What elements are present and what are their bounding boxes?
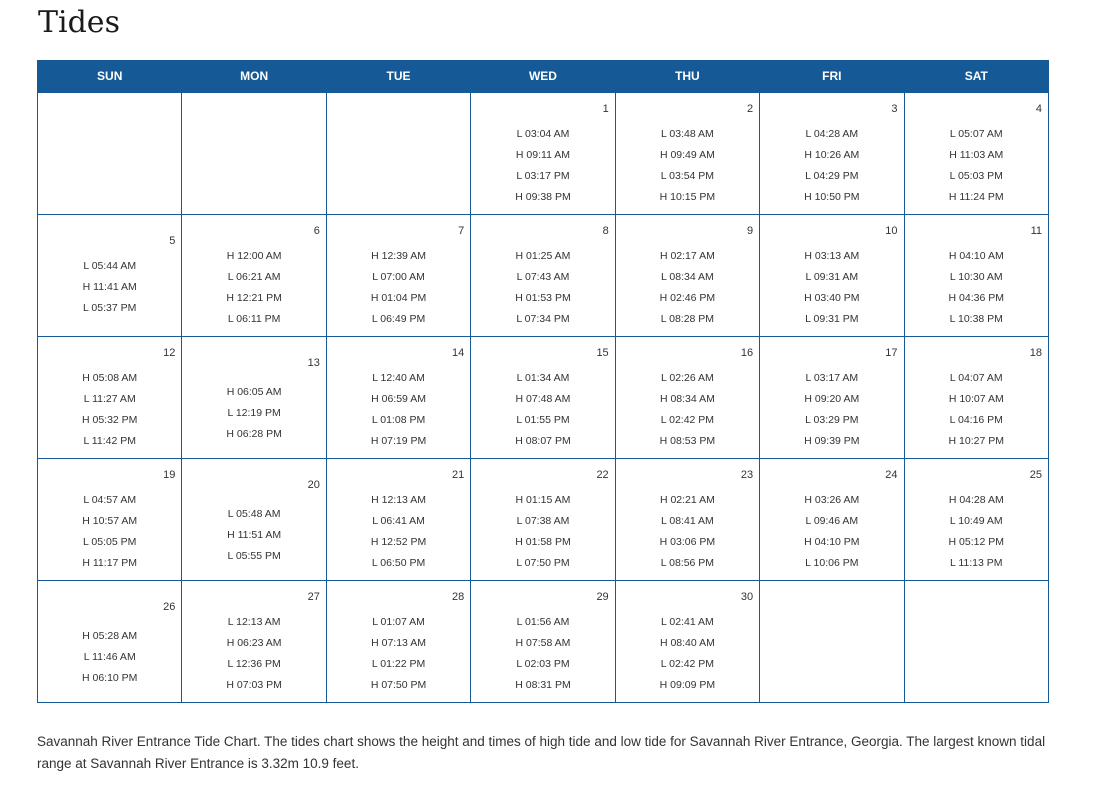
tide-time-entry: H 10:27 PM <box>948 435 1004 447</box>
weekday-header-tue: TUE <box>326 60 470 93</box>
tide-times-list <box>327 246 470 330</box>
tide-time-entry: L 05:55 PM <box>227 550 281 562</box>
tide-times-list <box>38 256 181 319</box>
day-number: 25 <box>1029 469 1042 481</box>
calendar-day-cell <box>904 215 1048 337</box>
calendar-day-cell <box>904 459 1048 581</box>
tide-time-entry: L 06:41 AM <box>372 515 425 527</box>
tide-time-entry: L 03:17 AM <box>805 372 859 384</box>
day-number: 1 <box>602 103 609 115</box>
tide-time-entry: L 07:38 AM <box>516 515 570 527</box>
tide-time-entry: H 10:50 PM <box>804 191 860 203</box>
weekday-header-thu: THU <box>615 60 759 93</box>
tide-time-entry: L 03:48 AM <box>661 128 714 140</box>
day-cell-content <box>471 93 614 214</box>
tide-time-entry: H 11:03 AM <box>949 149 1004 161</box>
tide-time-entry: L 10:30 AM <box>949 271 1003 283</box>
day-cell-content <box>182 93 325 214</box>
tide-time-entry: L 03:29 PM <box>805 414 859 426</box>
day-number: 12 <box>163 347 176 359</box>
day-number: 3 <box>891 103 898 115</box>
tide-times-list <box>905 490 1048 574</box>
day-number: 13 <box>307 357 320 369</box>
tide-time-entry: H 01:15 AM <box>515 494 571 506</box>
tide-time-entry: H 06:10 PM <box>81 672 138 684</box>
tide-time-entry: L 11:46 AM <box>83 651 136 663</box>
tide-time-entry: L 02:42 PM <box>660 658 715 670</box>
day-cell-content <box>616 215 759 336</box>
tide-time-entry: H 07:50 PM <box>370 679 427 691</box>
tide-times-list <box>471 246 614 330</box>
calendar-day-cell <box>471 215 615 337</box>
weekday-header-fri: FRI <box>760 60 904 93</box>
tide-times-list <box>760 124 903 208</box>
tide-times-list <box>471 612 614 696</box>
tide-times-list <box>471 368 614 452</box>
day-number: 24 <box>885 469 898 481</box>
calendar-day-cell <box>326 581 470 703</box>
tide-times-list <box>38 368 181 452</box>
tide-time-entry: L 11:42 PM <box>83 435 136 447</box>
day-number: 19 <box>163 469 176 481</box>
day-cell-content <box>327 215 470 336</box>
day-cell-content <box>182 459 325 580</box>
calendar-day-cell <box>38 215 182 337</box>
weekday-header-mon: MON <box>182 60 326 93</box>
calendar-week-row <box>38 93 1049 215</box>
tide-time-entry: H 10:15 PM <box>659 191 716 203</box>
day-number: 22 <box>596 469 609 481</box>
calendar-day-cell <box>182 459 326 581</box>
tide-time-entry: L 05:37 PM <box>83 302 137 314</box>
tide-time-entry: H 09:20 AM <box>804 393 860 405</box>
tide-times-list <box>905 124 1048 208</box>
calendar-day-cell <box>471 337 615 459</box>
tide-time-entry: H 12:52 PM <box>370 536 427 548</box>
tide-times-list <box>182 504 325 567</box>
tide-time-entry: H 07:19 PM <box>370 435 427 447</box>
day-number: 18 <box>1029 347 1042 359</box>
calendar-day-cell <box>38 459 182 581</box>
day-number: 2 <box>746 103 754 115</box>
tide-times-list <box>905 246 1048 330</box>
calendar-empty-cell <box>38 93 182 215</box>
tide-time-entry: H 10:07 AM <box>948 393 1004 405</box>
tide-time-entry: L 09:31 AM <box>805 271 859 283</box>
tide-time-entry: L 06:50 PM <box>371 557 426 569</box>
calendar-day-cell <box>615 459 759 581</box>
tide-time-entry: L 01:08 PM <box>371 414 426 426</box>
day-number: 7 <box>458 225 465 237</box>
tide-time-entry: H 01:04 PM <box>370 292 427 304</box>
tide-time-entry: H 03:06 PM <box>659 536 716 548</box>
day-cell-content <box>471 337 614 458</box>
day-cell-content <box>182 581 325 702</box>
calendar-day-cell <box>471 459 615 581</box>
calendar-day-cell <box>904 337 1048 459</box>
tide-time-entry: L 07:34 PM <box>516 313 570 325</box>
tide-time-entry: H 07:13 AM <box>371 637 426 649</box>
day-number: 30 <box>740 591 754 603</box>
tide-times-list <box>327 490 470 574</box>
day-cell-content <box>38 581 181 702</box>
day-cell-content <box>182 337 325 458</box>
tide-time-entry: L 11:27 AM <box>83 393 136 405</box>
day-cell-content <box>760 337 903 458</box>
tide-time-entry: H 03:40 PM <box>804 292 860 304</box>
day-cell-content <box>905 93 1048 214</box>
calendar-day-cell <box>326 459 470 581</box>
tide-times-list <box>760 246 903 330</box>
weekday-header-sun: SUN <box>38 60 182 93</box>
day-cell-content <box>327 459 470 580</box>
day-cell-content <box>471 581 614 702</box>
tide-time-entry: H 10:26 AM <box>804 149 860 161</box>
weekday-header-row <box>38 60 1049 93</box>
tide-time-entry: H 01:53 PM <box>515 292 571 304</box>
tide-time-entry: H 02:17 AM <box>659 250 715 262</box>
tide-time-entry: L 01:55 PM <box>516 414 570 426</box>
tide-times-list <box>182 382 325 445</box>
day-cell-content <box>616 581 759 702</box>
calendar-body <box>38 93 1049 703</box>
tide-time-entry: L 03:54 PM <box>660 170 715 182</box>
day-cell-content <box>327 581 470 702</box>
tide-time-entry: H 08:07 PM <box>515 435 571 447</box>
tide-time-entry: L 01:34 AM <box>516 372 570 384</box>
tide-time-entry: H 07:03 PM <box>226 679 282 691</box>
day-cell-content <box>616 459 759 580</box>
tide-time-entry: H 04:10 AM <box>948 250 1004 262</box>
weekday-header-wed: WED <box>471 60 615 93</box>
day-cell-content <box>905 581 1048 702</box>
tide-times-list <box>327 368 470 452</box>
tide-time-entry: L 12:19 PM <box>227 407 281 419</box>
tide-time-entry: L 02:42 PM <box>660 414 715 426</box>
tide-times-list <box>38 490 181 574</box>
tide-time-entry: H 02:21 AM <box>659 494 715 506</box>
tide-time-entry: H 11:17 PM <box>82 557 138 569</box>
calendar-week-row <box>38 581 1049 703</box>
tide-calendar <box>37 60 1049 703</box>
day-cell-content <box>471 459 614 580</box>
tide-time-entry: H 08:40 AM <box>659 637 715 649</box>
day-cell-content <box>38 215 181 336</box>
tide-time-entry: H 12:00 AM <box>226 250 282 262</box>
day-cell-content <box>616 93 759 214</box>
day-cell-content <box>327 93 470 214</box>
day-number: 14 <box>452 347 465 359</box>
tide-time-entry: L 05:03 PM <box>949 170 1003 182</box>
tide-times-list <box>616 368 759 452</box>
day-number: 17 <box>885 347 898 359</box>
tide-time-entry: L 12:36 PM <box>227 658 281 670</box>
tide-time-entry: H 11:41 AM <box>82 281 137 293</box>
tide-time-entry: L 01:56 AM <box>516 616 570 628</box>
day-cell-content <box>760 581 903 702</box>
calendar-day-cell <box>760 459 904 581</box>
day-cell-content <box>905 459 1048 580</box>
day-number: 6 <box>313 225 320 237</box>
calendar-day-cell <box>904 93 1048 215</box>
tide-time-entry: H 07:48 AM <box>515 393 571 405</box>
day-number: 16 <box>740 347 754 359</box>
tide-time-entry: H 08:31 PM <box>515 679 571 691</box>
calendar-day-cell <box>615 337 759 459</box>
tide-time-entry: H 09:09 PM <box>659 679 716 691</box>
tide-time-entry: L 01:22 PM <box>371 658 426 670</box>
calendar-day-cell <box>471 581 615 703</box>
tide-time-entry: H 09:49 AM <box>659 149 715 161</box>
tide-time-entry: H 04:10 PM <box>804 536 860 548</box>
tide-time-entry: H 04:28 AM <box>948 494 1004 506</box>
tide-times-list <box>616 124 759 208</box>
tide-time-entry: L 03:17 PM <box>516 170 570 182</box>
calendar-day-cell <box>760 93 904 215</box>
tide-time-entry: L 11:13 PM <box>950 557 1003 569</box>
calendar-day-cell <box>182 215 326 337</box>
day-cell-content <box>760 215 903 336</box>
tide-time-entry: H 01:58 PM <box>515 536 571 548</box>
tide-time-entry: H 08:53 PM <box>659 435 716 447</box>
day-cell-content <box>38 459 181 580</box>
calendar-day-cell <box>182 337 326 459</box>
tide-time-entry: L 05:44 AM <box>83 260 137 272</box>
day-cell-content <box>471 215 614 336</box>
tide-time-entry: H 09:38 PM <box>515 191 571 203</box>
tide-times-list <box>182 612 325 696</box>
page-title: Tides <box>38 5 120 40</box>
tide-time-entry: H 10:57 AM <box>82 515 138 527</box>
tide-time-entry: L 04:07 AM <box>949 372 1003 384</box>
tide-time-entry: L 04:16 PM <box>949 414 1003 426</box>
day-number: 11 <box>1030 225 1042 237</box>
calendar-day-cell <box>326 215 470 337</box>
day-number: 28 <box>452 591 465 603</box>
calendar-week-row <box>38 337 1049 459</box>
day-number: 9 <box>746 225 754 237</box>
tide-time-entry: L 12:40 AM <box>372 372 425 384</box>
tide-time-entry: H 05:32 PM <box>81 414 138 426</box>
calendar-day-cell <box>38 581 182 703</box>
tide-time-entry: H 07:58 AM <box>515 637 571 649</box>
calendar-day-cell <box>760 337 904 459</box>
tide-times-list <box>616 246 759 330</box>
day-number: 8 <box>602 225 609 237</box>
tide-time-entry: L 08:41 AM <box>661 515 714 527</box>
day-cell-content <box>327 337 470 458</box>
calendar-day-cell <box>615 93 759 215</box>
tide-time-entry: L 05:48 AM <box>227 508 281 520</box>
calendar-week-row <box>38 215 1049 337</box>
tide-time-entry: L 08:28 PM <box>660 313 715 325</box>
tide-time-entry: H 01:25 AM <box>515 250 571 262</box>
calendar-day-cell <box>760 215 904 337</box>
weekday-header-sat: SAT <box>904 60 1048 93</box>
tide-time-entry: H 02:46 PM <box>659 292 716 304</box>
day-number: 4 <box>1035 103 1042 115</box>
day-cell-content <box>182 215 325 336</box>
tide-time-entry: H 12:21 PM <box>226 292 282 304</box>
tide-time-entry: L 04:28 AM <box>805 128 859 140</box>
tide-time-entry: H 03:26 AM <box>804 494 860 506</box>
day-cell-content <box>38 93 181 214</box>
tide-time-entry: H 11:51 AM <box>227 529 282 541</box>
tide-time-entry: L 10:06 PM <box>805 557 859 569</box>
tide-time-entry: L 10:38 PM <box>949 313 1003 325</box>
calendar-day-cell <box>471 93 615 215</box>
day-cell-content <box>905 337 1048 458</box>
day-number: 20 <box>307 479 320 491</box>
tide-time-entry: H 04:36 PM <box>948 292 1004 304</box>
tide-time-entry: H 09:11 AM <box>515 149 571 161</box>
tide-time-entry: H 06:28 PM <box>226 428 282 440</box>
day-number: 15 <box>596 347 609 359</box>
tide-time-entry: L 01:07 AM <box>372 616 425 628</box>
day-number: 27 <box>307 591 320 603</box>
tide-times-list <box>471 490 614 574</box>
tide-time-entry: H 08:34 AM <box>659 393 715 405</box>
day-number: 23 <box>740 469 754 481</box>
tide-time-entry: H 06:23 AM <box>226 637 282 649</box>
tide-times-list <box>616 490 759 574</box>
day-number: 10 <box>885 225 898 237</box>
tide-times-list <box>905 368 1048 452</box>
tide-time-entry: L 09:31 PM <box>805 313 859 325</box>
calendar-empty-cell <box>760 581 904 703</box>
day-cell-content <box>760 93 903 214</box>
calendar-empty-cell <box>904 581 1048 703</box>
tide-time-entry: L 06:11 PM <box>227 313 281 325</box>
tide-time-entry: L 07:43 AM <box>516 271 570 283</box>
tide-time-entry: H 09:39 PM <box>804 435 860 447</box>
tide-time-entry: L 06:21 AM <box>227 271 281 283</box>
tide-times-list <box>760 490 903 574</box>
tide-time-entry: L 02:26 AM <box>661 372 714 384</box>
calendar-day-cell <box>615 581 759 703</box>
tide-time-entry: H 12:39 AM <box>371 250 426 262</box>
tide-time-entry: H 05:12 PM <box>948 536 1004 548</box>
tide-time-entry: H 05:28 AM <box>82 630 138 642</box>
tide-times-list <box>760 368 903 452</box>
tide-times-list <box>327 612 470 696</box>
calendar-empty-cell <box>326 93 470 215</box>
tide-time-entry: H 06:59 AM <box>371 393 426 405</box>
calendar-day-cell <box>326 337 470 459</box>
calendar-week-row <box>38 459 1049 581</box>
calendar-day-cell <box>615 215 759 337</box>
tide-time-entry: H 12:13 AM <box>371 494 426 506</box>
tide-time-entry: L 02:03 PM <box>516 658 570 670</box>
day-cell-content <box>760 459 903 580</box>
tide-time-entry: L 08:34 AM <box>661 271 714 283</box>
tide-time-entry: H 11:24 PM <box>948 191 1004 203</box>
tide-time-entry: L 08:56 PM <box>660 557 715 569</box>
day-cell-content <box>905 215 1048 336</box>
tide-time-entry: L 04:57 AM <box>83 494 137 506</box>
day-number: 29 <box>596 591 609 603</box>
tide-chart-description: Savannah River Entrance Tide Chart. The tides chart shows the height and times of high tide and low tide for Savannah River Entrance, Georgia. The largest known tidal range at Savannah River Entrance is 3.32m 10.9 feet. <box>37 734 1046 771</box>
day-number: 5 <box>169 235 176 247</box>
tide-time-entry: H 05:08 AM <box>82 372 138 384</box>
tide-time-entry: L 04:29 PM <box>805 170 859 182</box>
tide-time-entry: L 10:49 AM <box>949 515 1003 527</box>
tide-time-entry: L 09:46 AM <box>805 515 859 527</box>
tide-time-entry: L 05:05 PM <box>83 536 137 548</box>
tide-time-entry: L 07:50 PM <box>516 557 570 569</box>
tide-times-list <box>182 246 325 330</box>
day-cell-content <box>616 337 759 458</box>
tide-time-entry: H 03:13 AM <box>804 250 860 262</box>
tide-time-entry: L 03:04 AM <box>516 128 570 140</box>
tide-time-entry: H 06:05 AM <box>226 386 282 398</box>
day-number: 26 <box>163 601 176 613</box>
tide-time-entry: L 06:49 PM <box>371 313 426 325</box>
calendar-empty-cell <box>182 93 326 215</box>
tide-time-entry: L 12:13 AM <box>227 616 281 628</box>
tide-time-entry: L 07:00 AM <box>372 271 425 283</box>
calendar-day-cell <box>38 337 182 459</box>
tide-times-list <box>471 124 614 208</box>
day-cell-content <box>38 337 181 458</box>
tide-time-entry: L 02:41 AM <box>661 616 714 628</box>
tide-times-list <box>616 612 759 696</box>
calendar-day-cell <box>182 581 326 703</box>
calendar-header <box>38 60 1049 93</box>
day-number: 21 <box>452 469 465 481</box>
tide-times-list <box>38 626 181 689</box>
tide-time-entry: L 05:07 AM <box>949 128 1003 140</box>
